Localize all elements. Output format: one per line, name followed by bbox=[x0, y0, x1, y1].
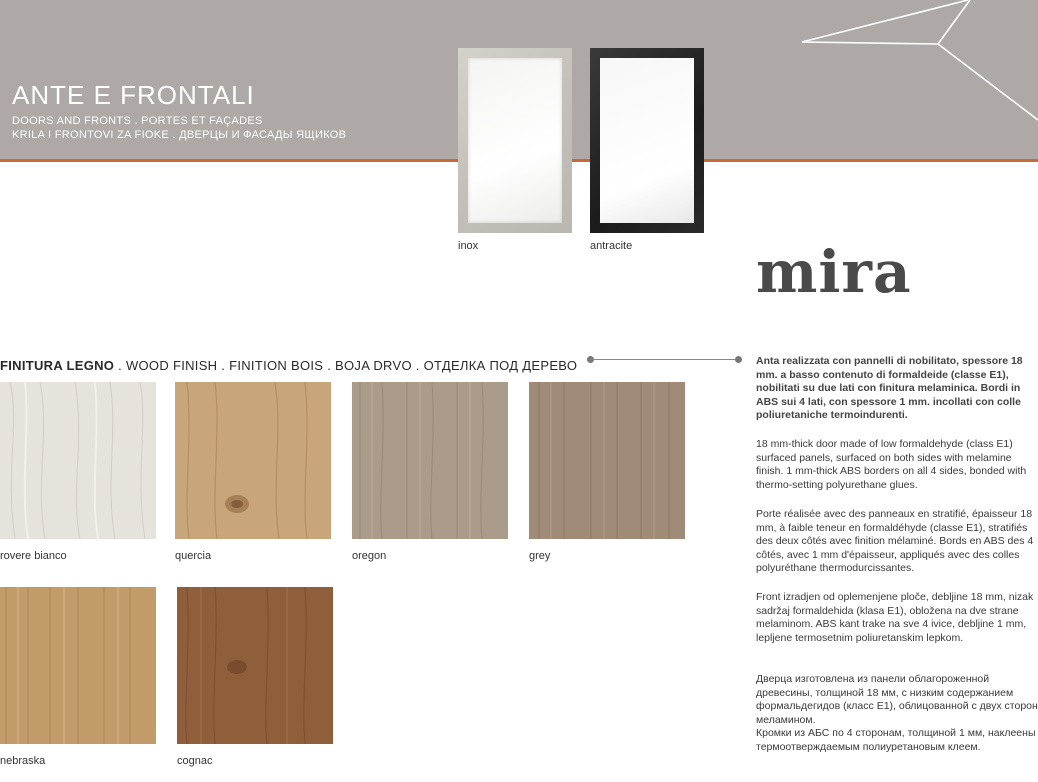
door-label-inox: inox bbox=[458, 240, 479, 252]
brand-name: mira bbox=[756, 238, 912, 306]
description-russian-1: Дверца изготовлена из панели облагороженной древесины, толщиной 18 мм, с низким содержанием формальдегидов (класс E1), облицованной с двух сторон меламином. bbox=[756, 673, 1038, 726]
section-dot-right bbox=[735, 356, 742, 363]
description-russian-2: Кромки из АБС по 4 сторонам, толщиной 1 мм, наклеены термоотверждаемым полиуретановым клеем. bbox=[756, 727, 1036, 753]
decorative-lines bbox=[798, 0, 1038, 130]
swatch-label-nebraska: nebraska bbox=[0, 755, 46, 767]
door-antracite-image bbox=[590, 48, 704, 233]
swatch-nebraska bbox=[0, 587, 156, 744]
swatch-cognac bbox=[177, 587, 333, 744]
description-english: 18 mm-thick door made of low formaldehyde (class E1) surfaced panels, surfaced on both sides with melamine finish. 1 mm-thick ABS borders on all 4 sides, bonded with thermo-setting polyurethane glues. bbox=[756, 438, 1027, 491]
swatch-label-rovere-bianco: rovere bianco bbox=[0, 550, 67, 562]
page-subtitle-1: DOORS AND FRONTS . PORTES ET FAÇADES bbox=[12, 115, 263, 127]
page-title: ANTE E FRONTALI bbox=[12, 80, 255, 110]
swatch-label-grey: grey bbox=[529, 550, 551, 562]
description-french: Porte réalisée avec des panneaux en stratifié, épaisseur 18 mm, à faible teneur en formaldéhyde (classe E1), stratifiés des deux côtés avec finition mélaminé. Bords en ABS des 4 côtés, avec 1 mm d'épaisseur, appliqués avec des colles polyuréthane thermodurcissantes. bbox=[756, 508, 1034, 574]
page-subtitle-2: KRILA I FRONTOVI ZA FIOKE . ДВЕРЦЫ И ФАСАДЫ ЯЩИКОВ bbox=[12, 129, 347, 141]
description-italian: Anta realizzata con pannelli di nobilitato, spessore 18 mm. a basso contenuto di formaldeide (classe E1), nobilitati su due lati con finitura melaminica. Bordi in ABS sui 4 lati, con spessore 1 mm. incollati con colle poliuretaniche termoindurenti. bbox=[756, 355, 1023, 421]
swatch-rovere-bianco bbox=[0, 382, 156, 539]
swatch-label-quercia: quercia bbox=[175, 550, 212, 562]
swatch-quercia bbox=[175, 382, 331, 539]
wood-finish-heading: FINITURA LEGNO . WOOD FINISH . FINITION BOIS . BOJA DRVO . ОТДЕЛКА ПОД ДЕРЕВО bbox=[0, 358, 578, 373]
description-croatian: Front izradjen od oplemenjene ploče, debljine 18 mm, nizak sadržaj formaldehida (klasa E1), obložena na dve strane melaminom. ABS kant trake na sve 4 ivice, debljine 1 mm, lepljene termosetnim poliuretanskim lepkom. bbox=[756, 591, 1034, 644]
swatch-grey bbox=[529, 382, 685, 539]
swatch-label-oregon: oregon bbox=[352, 550, 387, 562]
door-inox-image bbox=[458, 48, 572, 233]
swatch-label-cognac: cognac bbox=[177, 755, 213, 767]
swatch-oregon bbox=[352, 382, 508, 539]
door-label-antracite: antracite bbox=[590, 240, 633, 252]
section-divider bbox=[590, 359, 738, 360]
